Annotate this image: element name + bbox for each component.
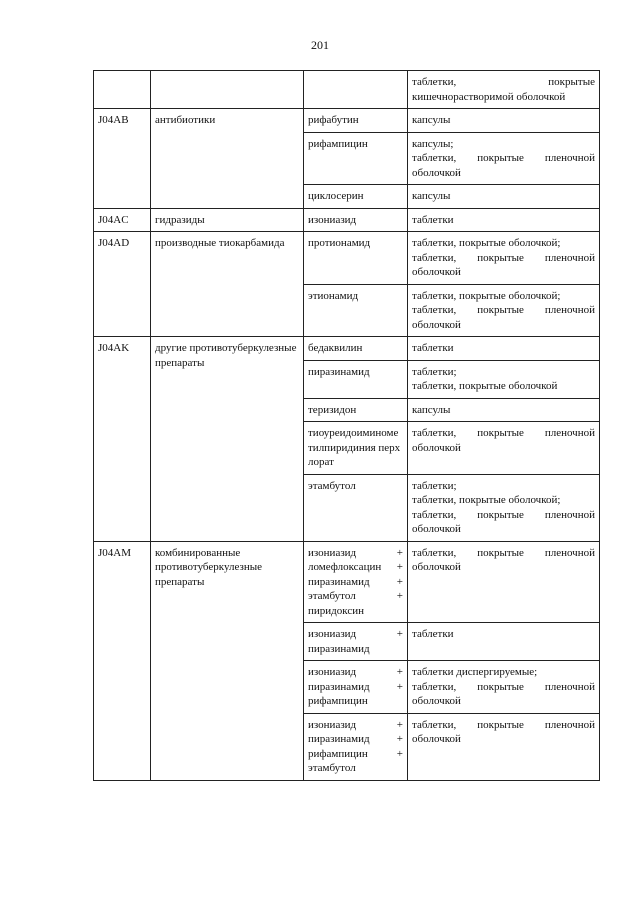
dosage-form-line: оболочкой xyxy=(412,523,461,535)
dosage-form-cell xyxy=(408,474,600,541)
drug-name: рифабутин xyxy=(308,114,359,126)
dosage-form-line: таблетки, покрытые оболочкой; xyxy=(412,237,561,249)
table-row xyxy=(94,71,600,109)
drug-name: изониазид xyxy=(308,213,357,226)
drug-name-cell xyxy=(304,109,408,133)
drug-name-cell xyxy=(304,284,408,337)
drug-name-line: изониазид + xyxy=(308,628,403,640)
atc-code-cell: J04AB xyxy=(94,109,151,209)
dosage-form-line: таблетки; xyxy=(412,479,457,492)
dosage-form-line: таблетки, покрытые пленочной xyxy=(412,680,595,693)
dosage-form-line: таблетки, покрытые пленочной xyxy=(412,251,595,264)
dosage-form-line: таблетки, покрытые пленочной xyxy=(412,304,595,316)
drug-name-cell xyxy=(304,474,408,541)
dosage-form-line: оболочкой xyxy=(412,266,461,278)
dosage-form-line: оболочкой xyxy=(412,733,461,745)
drug-name-line: рифампицин xyxy=(308,695,368,707)
dosage-form-line: оболочкой xyxy=(412,695,461,707)
dosage-form-cell xyxy=(408,208,600,232)
table-row xyxy=(94,337,600,361)
dosage-form-cell xyxy=(408,337,600,361)
atc-code-cell: J04AK xyxy=(94,337,151,542)
drug-name-line: этамбутол xyxy=(308,762,356,774)
atc-code-cell: J04AC xyxy=(94,208,151,232)
dosage-form-line: капсулы xyxy=(412,403,451,416)
group-cell: комбинированные противотуберкулезные препараты xyxy=(151,541,304,780)
atc-code-cell: J04AD xyxy=(94,232,151,337)
drug-name-line: рифампицин + xyxy=(308,747,403,760)
dosage-form-cell xyxy=(408,71,600,109)
dosage-form-cell xyxy=(408,232,600,285)
dosage-form-line: таблетки, покрытые пленочной xyxy=(412,546,595,559)
dosage-form-cell xyxy=(408,185,600,209)
drug-name: рифампицин xyxy=(308,137,368,150)
drug-name-cell xyxy=(304,185,408,209)
table-row xyxy=(94,208,600,232)
table-row xyxy=(94,232,600,285)
drug-name: тиоуреидоиминометилпиридиния перхлорат xyxy=(308,427,401,468)
drug-name: этамбутол xyxy=(308,479,356,492)
dosage-form-line: таблетки, покрытые оболочкой xyxy=(412,380,558,392)
dosage-form-line: таблетки, покрытые пленочной xyxy=(412,718,595,731)
dosage-form-cell xyxy=(408,422,600,475)
drug-name: этионамид xyxy=(308,289,359,302)
dosage-form-line: таблетки, покрытые пленочной xyxy=(412,152,595,164)
group-cell: антибиотики xyxy=(151,109,304,209)
drug-name: пиразинамид xyxy=(308,365,370,378)
drug-name: теризидон xyxy=(308,403,357,416)
drug-table xyxy=(93,70,600,781)
dosage-form-line: таблетки; xyxy=(412,365,457,378)
drug-name-line: пиразинамид + xyxy=(308,733,403,745)
dosage-form-cell xyxy=(408,541,600,623)
drug-name-line: изониазид + xyxy=(308,718,403,731)
group-cell: гидразиды xyxy=(151,208,304,232)
table-row xyxy=(94,109,600,133)
drug-name-line: изониазид + xyxy=(308,546,403,559)
table-row xyxy=(94,541,600,623)
dosage-form-line: капсулы; xyxy=(412,137,454,150)
drug-name-line: пиразинамид xyxy=(308,642,370,655)
page-number: 201 xyxy=(311,38,329,52)
drug-name-line: ломефлоксацин + xyxy=(308,561,403,573)
dosage-form-line: капсулы xyxy=(412,190,451,202)
dosage-form-line: таблетки, покрытые оболочкой; xyxy=(412,494,561,506)
dosage-form-line: таблетки, покрытые xyxy=(412,76,595,88)
drug-name: циклосерин xyxy=(308,190,364,202)
drug-name-cell xyxy=(304,661,408,714)
drug-name: бедаквилин xyxy=(308,342,363,354)
dosage-form-line: таблетки, покрытые оболочкой; xyxy=(412,289,561,302)
dosage-form-cell xyxy=(408,398,600,422)
dosage-form-cell xyxy=(408,132,600,185)
dosage-form-line: таблетки xyxy=(412,342,454,354)
drug-name: протионамид xyxy=(308,237,371,249)
dosage-form-line: оболочкой xyxy=(412,318,461,331)
drug-name-cell xyxy=(304,623,408,661)
dosage-form-line: оболочкой xyxy=(412,441,461,454)
dosage-form-line: таблетки, покрытые пленочной xyxy=(412,427,595,439)
atc-code-cell: J04AM xyxy=(94,541,151,780)
dosage-form-cell xyxy=(408,713,600,780)
drug-name-line: изониазид + xyxy=(308,666,403,678)
drug-name-cell xyxy=(304,71,408,109)
dosage-form-line: оболочкой xyxy=(412,561,461,573)
dosage-form-cell xyxy=(408,109,600,133)
dosage-form-line: капсулы xyxy=(412,114,451,126)
dosage-form-cell xyxy=(408,284,600,337)
dosage-form-cell xyxy=(408,360,600,398)
drug-name-cell xyxy=(304,337,408,361)
dosage-form-line: кишечнорастворимой оболочкой xyxy=(412,90,566,103)
drug-name-cell xyxy=(304,208,408,232)
dosage-form-line: таблетки xyxy=(412,628,454,640)
drug-name-cell xyxy=(304,232,408,285)
drug-name-cell xyxy=(304,132,408,185)
dosage-form-line: таблетки xyxy=(412,213,454,226)
atc-code-cell xyxy=(94,71,151,109)
group-cell: другие противотуберкулезные препараты xyxy=(151,337,304,542)
group-cell xyxy=(151,71,304,109)
group-cell: производные тиокарбамида xyxy=(151,232,304,337)
dosage-form-line: таблетки диспергируемые; xyxy=(412,666,538,678)
dosage-form-cell xyxy=(408,661,600,714)
drug-name-line: пиразинамид + xyxy=(308,680,403,693)
drug-name-line: этамбутол + xyxy=(308,590,403,602)
drug-name-line: пиридоксин xyxy=(308,604,364,617)
dosage-form-line: таблетки, покрытые пленочной xyxy=(412,508,595,521)
dosage-form-cell xyxy=(408,623,600,661)
drug-name-cell xyxy=(304,541,408,623)
drug-name-cell xyxy=(304,422,408,475)
drug-name-line: пиразинамид + xyxy=(308,575,403,588)
dosage-form-line: оболочкой xyxy=(412,166,461,179)
drug-name-cell xyxy=(304,360,408,398)
drug-name-cell xyxy=(304,398,408,422)
drug-name-cell xyxy=(304,713,408,780)
